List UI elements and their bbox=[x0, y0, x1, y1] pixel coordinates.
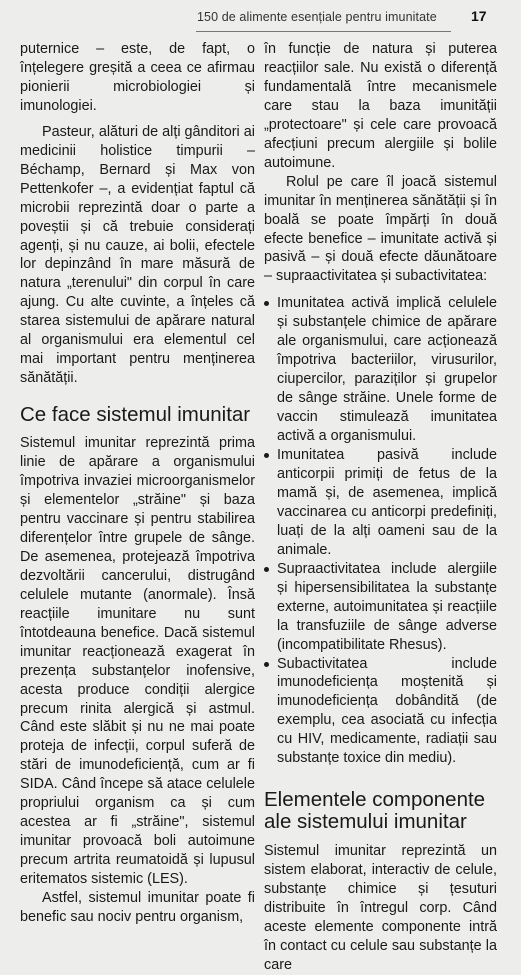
bullet-overactivity bbox=[264, 560, 497, 655]
running-title: 150 de alimente esențiale pentru imunitate bbox=[197, 10, 437, 24]
paragraph-continuation: puternice – este, de fapt, o înțelegere greșită a ceea ce afirmau pionierii microbiologiei și imunologiei. bbox=[20, 41, 255, 114]
bullet-active-immunity bbox=[264, 294, 497, 446]
section-heading-components: Elementele componente ale sistemului imunitar bbox=[264, 788, 486, 834]
bullet-text: Imunitatea activă implică celulele și substanțele chimice de apărare ale organismului, care acționează împotriva bacteriilor, virusurilor, ciupercilor, paraziților și grupelor de sânge străine. Unele forme de vaccin stimulează imunitatea activă a organismului. bbox=[277, 295, 497, 445]
bullet-list bbox=[264, 294, 497, 768]
bullet-dot-icon bbox=[264, 453, 269, 458]
bullet-dot-icon bbox=[264, 301, 269, 306]
bullet-text: Subactivitatea include imunodeficiența moștenită și imunodeficiența dobândită (de exemplu, cea asociată cu infecția cu HIV, medicamente, radiații sau substanțe toxice din mediu). bbox=[277, 655, 497, 767]
paragraph-immune-role: Sistemul imunitar reprezintă prima linie de apărare a organismului împotriva invaziei microorganismelor și elementelor „străine" și baza pentru vaccinare și pentru stabilirea diferențelor între grupele de sânge. De asemenea, protejează împotriva dezvoltării cancerului, distrugând celulele mutante (anormale). Însă reacțiile imunitare nu sunt întotdeauna benefice. Dacă sistemul imunitar reacționează exagerat în prezența substanțelor inofensive, acesta produce condiții alergice precum rinita alergică și astmul. Când este slăbit și nu ne mai poate proteja de infecții, corpul suferă de stări de imunodeficiență, cum ar fi SIDA. Când începe să atace celulele propriului organism ca și cum acestea ar fi „străine", sistemul imunitar provoacă boli autoimune precum artrita reumatoidă și lupusul eritematos sistemic (LES). bbox=[20, 435, 255, 888]
running-header bbox=[0, 6, 521, 28]
right-column bbox=[264, 40, 497, 975]
paragraph-pasteur: Pasteur, alături de alți gânditori ai medicinii holistice timpurii – Béchamp, Bernard și Max von Pettenkofer –, a evidențiat faptul că microbii reprezintă doar o parte a poveștii și că trebuie considerați agenți, și nu cauze, ai bolii, efectele lor depinzând în mare măsură de natura „terenului" din corpul în care ajung. Cu alte cuvinte, a înțeles că starea sistemului de apărare natural al organismului era elementul cel mai important pentru menținerea sănătății. bbox=[20, 123, 255, 387]
bullet-underactivity bbox=[264, 655, 497, 769]
bullet-dot-icon bbox=[264, 662, 269, 667]
bullet-passive-immunity bbox=[264, 446, 497, 560]
paragraph-components: Sistemul imunitar reprezintă un sistem elaborat, interactiv de celule, substanțe chimice și țesuturi distribuite în întregul corp. Când aceste elemente componente intră în contact cu celule sau substanțe la care bbox=[264, 843, 497, 973]
paragraph-role-effects: Rolul pe care îl joacă sistemul imunitar în menținerea sănătății și în boală se poate împărți în două efecte benefice – imunitate activă și pasivă – și două efecte dăunătoare – supraactivitatea și subactivitatea: bbox=[264, 173, 497, 285]
header-rule bbox=[196, 31, 451, 32]
left-column bbox=[20, 40, 255, 927]
page-number: 17 bbox=[471, 8, 487, 24]
paragraph-beneficial-harmful: Astfel, sistemul imunitar poate fi benefic sau nociv pentru organism, bbox=[20, 890, 255, 925]
paragraph-reactions: în funcție de natura și puterea reacțiilor sale. Nu există o diferență fundamentală între mecanismele care stau la baza imunității „protectoare" și cele care provoacă afecțiuni precum alergiile și bolile autoimune. bbox=[264, 41, 497, 171]
bullet-text: Imunitatea pasivă include anticorpii primiți de fetus de la mamă și, de asemenea, implică vaccinarea cu anticorpi predefiniți, luați de la alți oameni sau de la animale. bbox=[277, 447, 497, 558]
bullet-text: Supraactivitatea include alergiile și hipersensibilitatea la substanțe externe, autoimunitatea și reacțiile la transfuziile de sânge adverse (incompatibilitate Rhesus). bbox=[277, 560, 497, 653]
section-heading-immune-function: Ce face sistemul imunitar bbox=[20, 403, 251, 427]
bullet-dot-icon bbox=[264, 567, 269, 572]
